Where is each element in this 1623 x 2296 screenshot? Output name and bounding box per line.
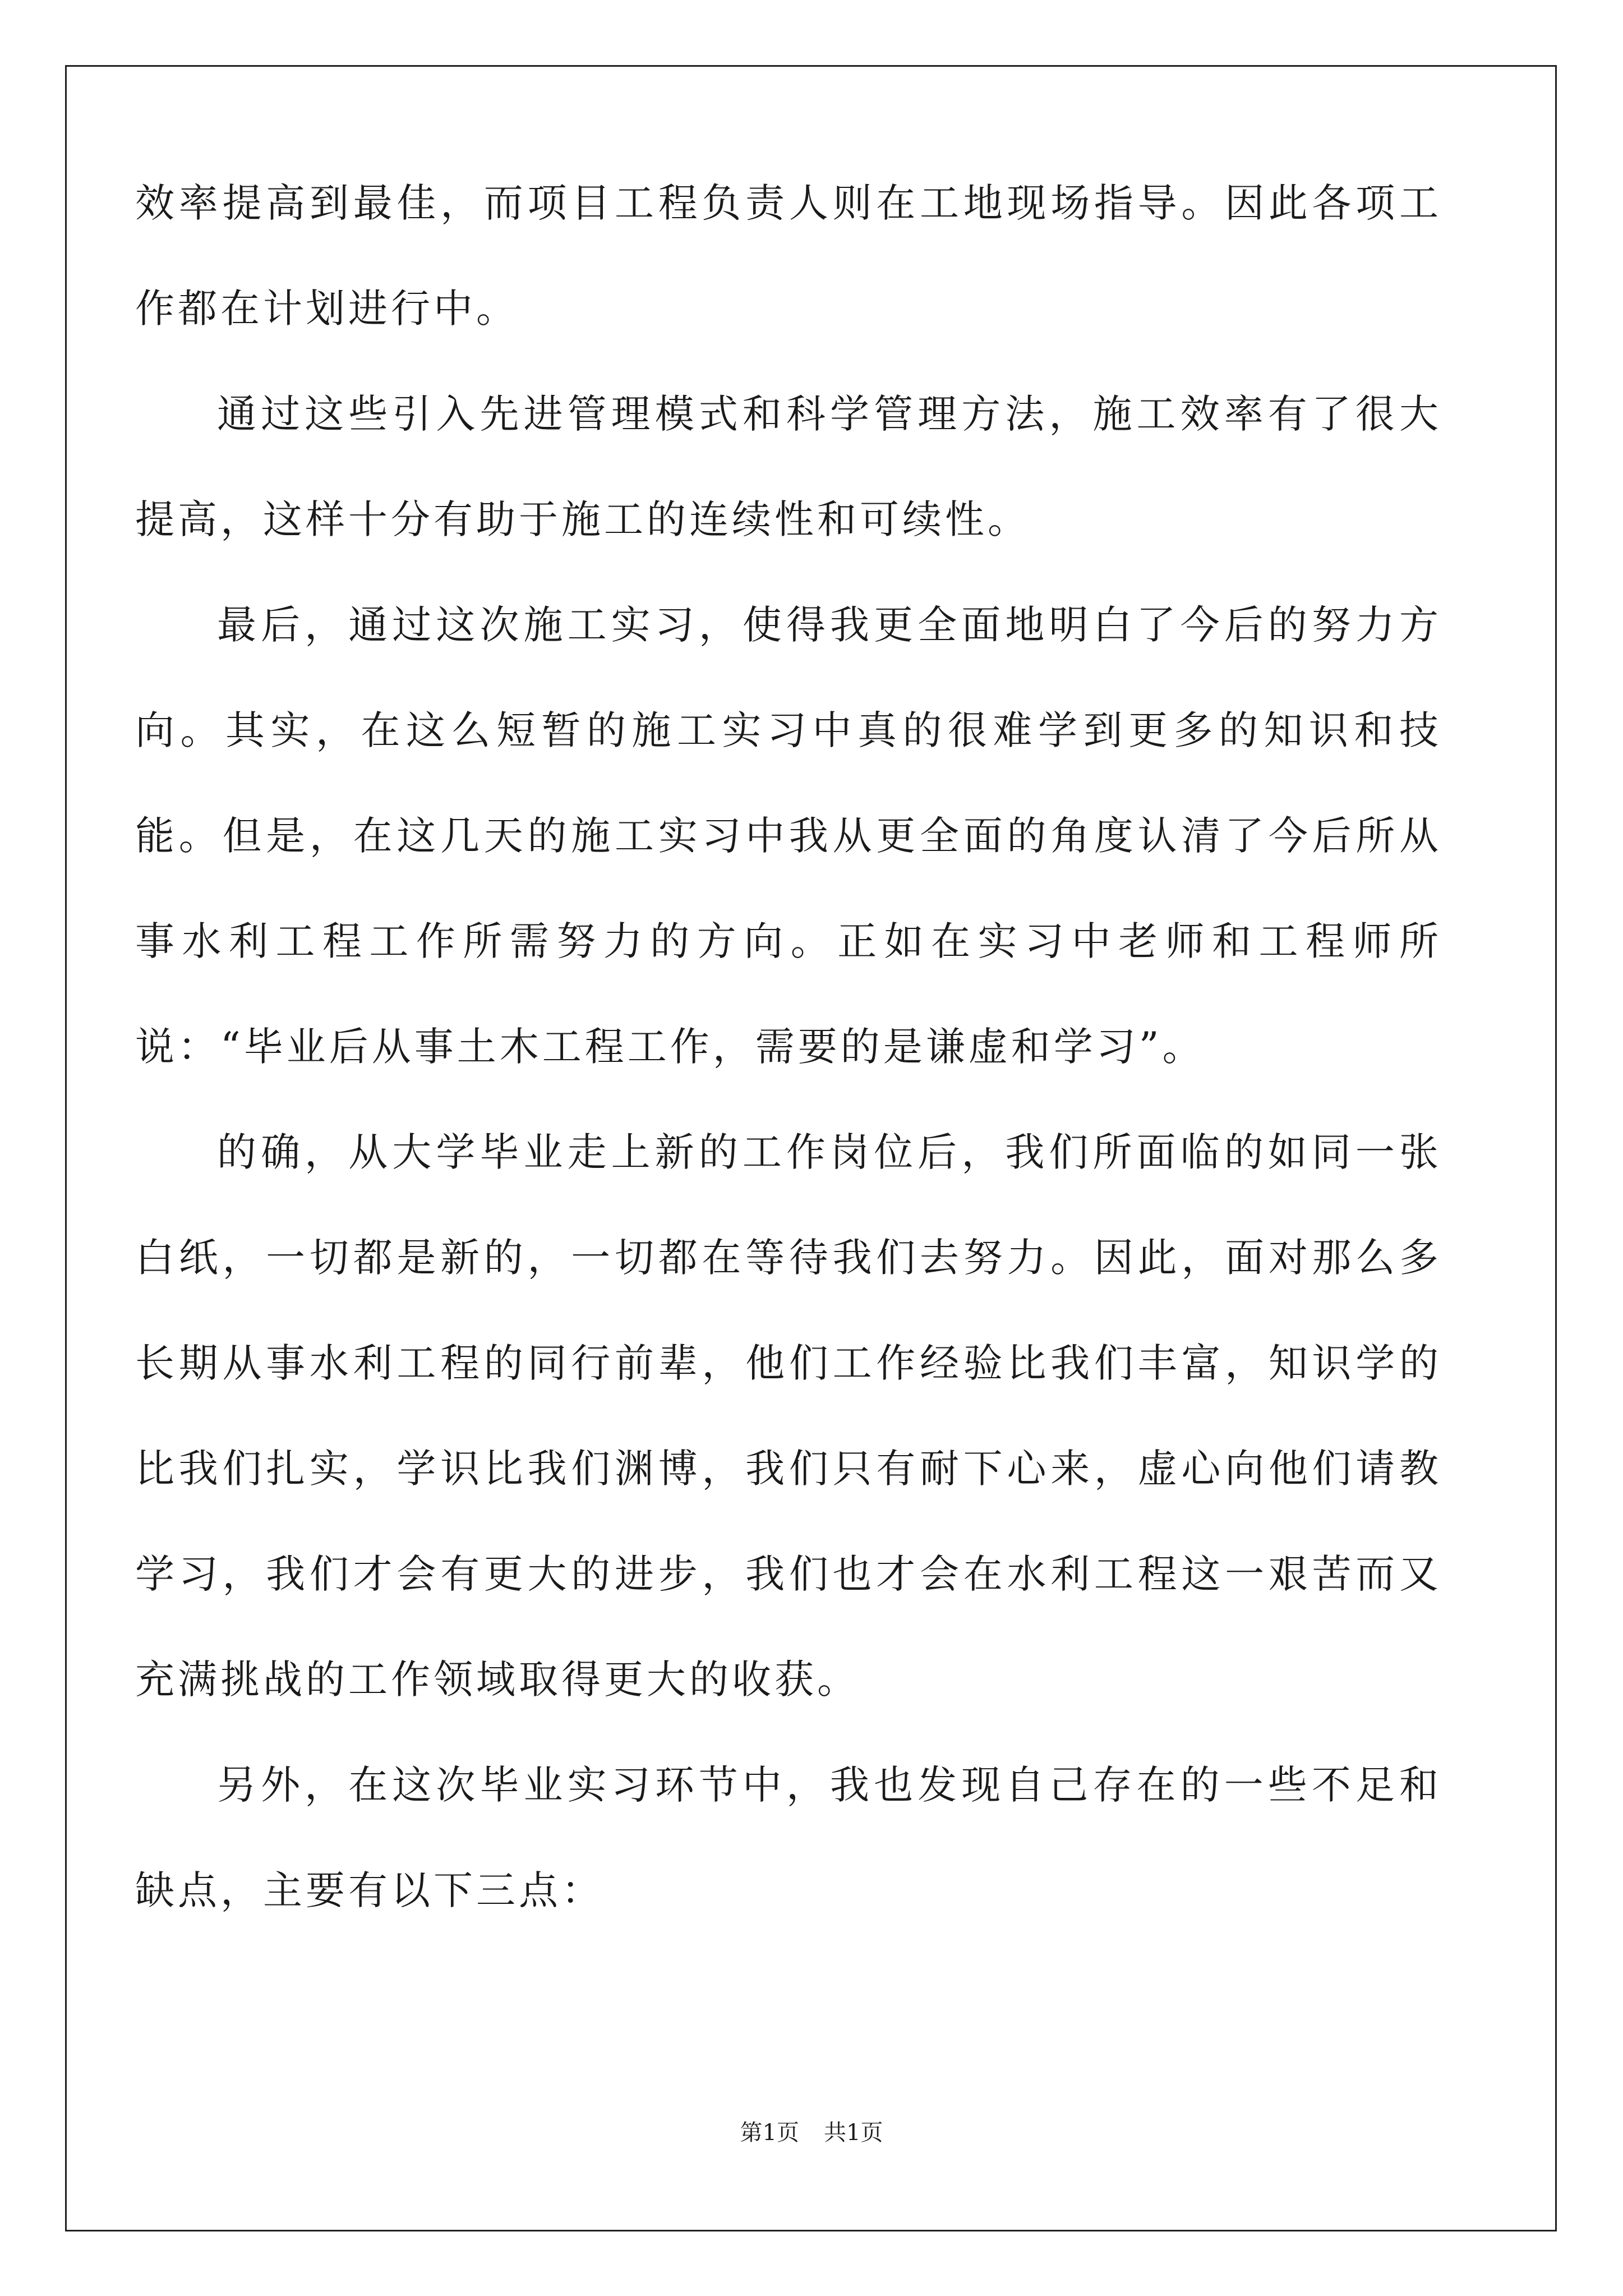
paragraph-4: 的确，从大学毕业走上新的工作岗位后，我们所面临的如同一张白纸，一切都是新的，一切都在等待我们去努力。因此，面对那么多长期从事水利工程的同行前辈，他们工作经验比我们丰富，知识学的比我们扎实，学识比我们渊博，我们只有耐下心来，虚心向他们请教学习，我们才会有更大的进步，我们也才会在水利工程这一艰苦而又充满挑战的工作领域取得更大的收获。 (135, 1129, 1442, 1703)
page-total: 共1页 (824, 2120, 883, 2146)
paragraph-2: 通过这些引入先进管理模式和科学管理方法，施工效率有了很大提高，这样十分有助于施工的连续性和可续性。 (135, 391, 1442, 542)
paragraph-5: 另外，在这次毕业实习环节中，我也发现自己存在的一些不足和缺点，主要有以下三点： (135, 1762, 1442, 1913)
page-footer (0, 2115, 1623, 2147)
page-number: 第1页 (740, 2120, 799, 2146)
paragraph-1: 效率提高到最佳，而项目工程负责人则在工地现场指导。因此各项工作都在计划进行中。 (135, 180, 1442, 332)
document-body (135, 150, 1442, 1943)
paragraph-3: 最后，通过这次施工实习，使得我更全面地明白了今后的努力方向。其实，在这么短暂的施工实习中真的很难学到更多的知识和技能。但是，在这几天的施工实习中我从更全面的角度认清了今后所从事水利工程工作所需努力的方向。正如在实习中老师和工程师所说：“毕业后从事土木工程工作，需要的是谦虚和学习”。 (135, 602, 1442, 1070)
